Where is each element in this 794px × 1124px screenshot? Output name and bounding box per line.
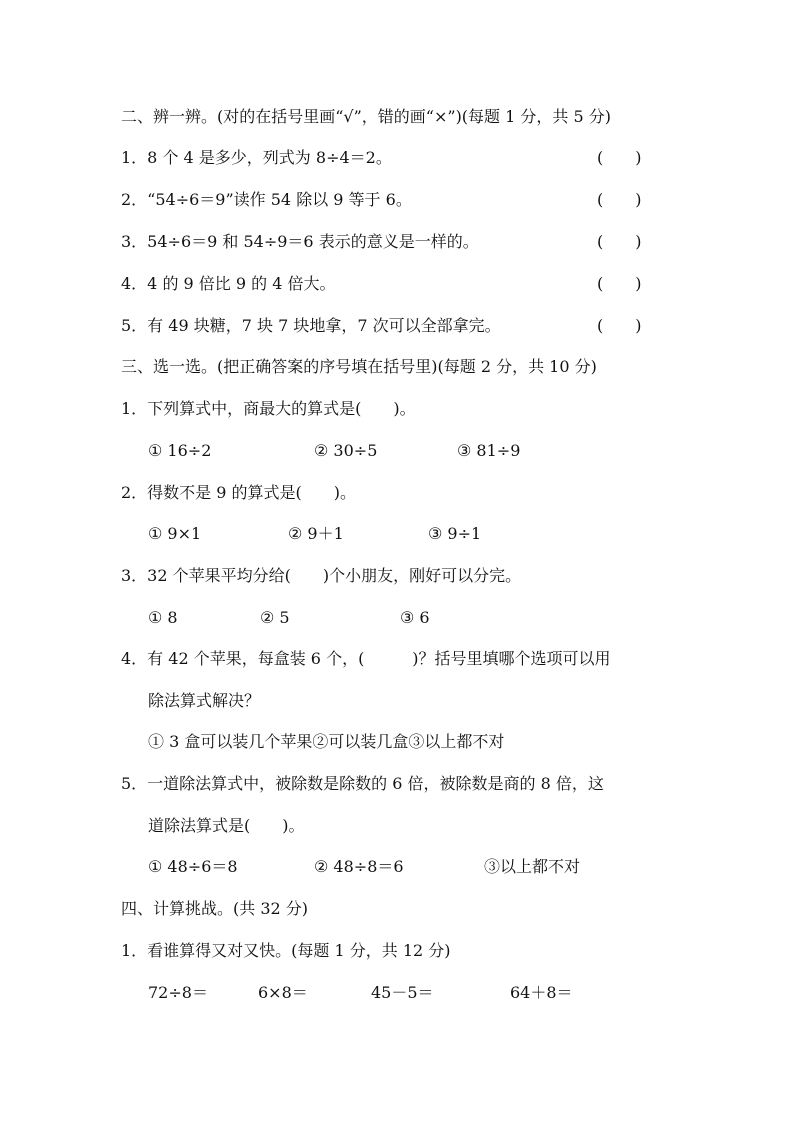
judge-item-3: 3．54÷6＝9 和 54÷9＝6 表示的意义是一样的。 bbox=[121, 232, 479, 251]
section-4-heading: 四、计算挑战。(共 32 分) bbox=[121, 899, 309, 918]
choice-question-1: 1．下列算式中，商最大的算式是( )。 bbox=[121, 399, 416, 418]
choice-5-option-3: ③以上都不对 bbox=[484, 857, 581, 876]
judge-answer-blank-5[interactable]: ( ) bbox=[597, 316, 642, 335]
judge-answer-blank-1[interactable]: ( ) bbox=[597, 148, 642, 167]
calc-problem-2: 6×8＝ bbox=[258, 983, 308, 1002]
calc-problem-4: 64＋8＝ bbox=[510, 983, 573, 1002]
choice-question-2: 2．得数不是 9 的算式是( )。 bbox=[121, 483, 357, 502]
judge-item-4: 4．4 的 9 倍比 9 的 4 倍大。 bbox=[121, 274, 336, 293]
choice-question-3: 3．32 个苹果平均分给( )个小朋友，刚好可以分完。 bbox=[121, 566, 522, 585]
choice-question-5-line-1: 5．一道除法算式中，被除数是除数的 6 倍，被除数是商的 8 倍，这 bbox=[121, 774, 604, 793]
calc-problem-1: 72÷8＝ bbox=[148, 983, 208, 1002]
judge-answer-blank-4[interactable]: ( ) bbox=[597, 274, 642, 293]
choice-5-option-2: ② 48÷8＝6 bbox=[314, 857, 404, 876]
choice-2-option-1: ① 9×1 bbox=[148, 524, 202, 543]
choice-question-4-line-1: 4．有 42 个苹果，每盒装 6 个，( )？括号里填哪个选项可以用 bbox=[121, 649, 611, 668]
section-3-heading: 三、选一选。(把正确答案的序号填在括号里)(每题 2 分，共 10 分) bbox=[121, 357, 597, 376]
choice-3-option-3: ③ 6 bbox=[400, 608, 430, 627]
choice-2-option-2: ② 9＋1 bbox=[288, 524, 344, 543]
choice-3-option-1: ① 8 bbox=[148, 608, 178, 627]
choice-3-option-2: ② 5 bbox=[260, 608, 290, 627]
judge-item-1: 1．8 个 4 是多少，列式为 8÷4＝2。 bbox=[121, 148, 392, 167]
calc-problem-3: 45－5＝ bbox=[371, 983, 434, 1002]
choice-1-option-2: ② 30÷5 bbox=[314, 441, 378, 460]
judge-answer-blank-2[interactable]: ( ) bbox=[597, 190, 642, 209]
choice-4-options: ① 3 盒可以装几个苹果②可以装几盒③以上都不对 bbox=[148, 732, 505, 751]
choice-question-5-line-2: 道除法算式是( )。 bbox=[148, 816, 305, 835]
choice-1-option-3: ③ 81÷9 bbox=[457, 441, 521, 460]
calc-question-1: 1．看谁算得又对又快。(每题 1 分，共 12 分) bbox=[121, 941, 451, 960]
choice-question-4-line-2: 除法算式解决？ bbox=[148, 691, 261, 710]
judge-answer-blank-3[interactable]: ( ) bbox=[597, 232, 642, 251]
section-2-heading: 二、辨一辨。(对的在括号里画“√”，错的画“×”)(每题 1 分，共 5 分) bbox=[121, 107, 611, 126]
choice-1-option-1: ① 16÷2 bbox=[148, 441, 212, 460]
judge-item-5: 5．有 49 块糖，7 块 7 块地拿，7 次可以全部拿完。 bbox=[121, 316, 501, 335]
choice-2-option-3: ③ 9÷1 bbox=[428, 524, 482, 543]
judge-item-2: 2．“54÷6＝9”读作 54 除以 9 等于 6。 bbox=[121, 190, 412, 209]
choice-5-option-1: ① 48÷6＝8 bbox=[148, 857, 238, 876]
